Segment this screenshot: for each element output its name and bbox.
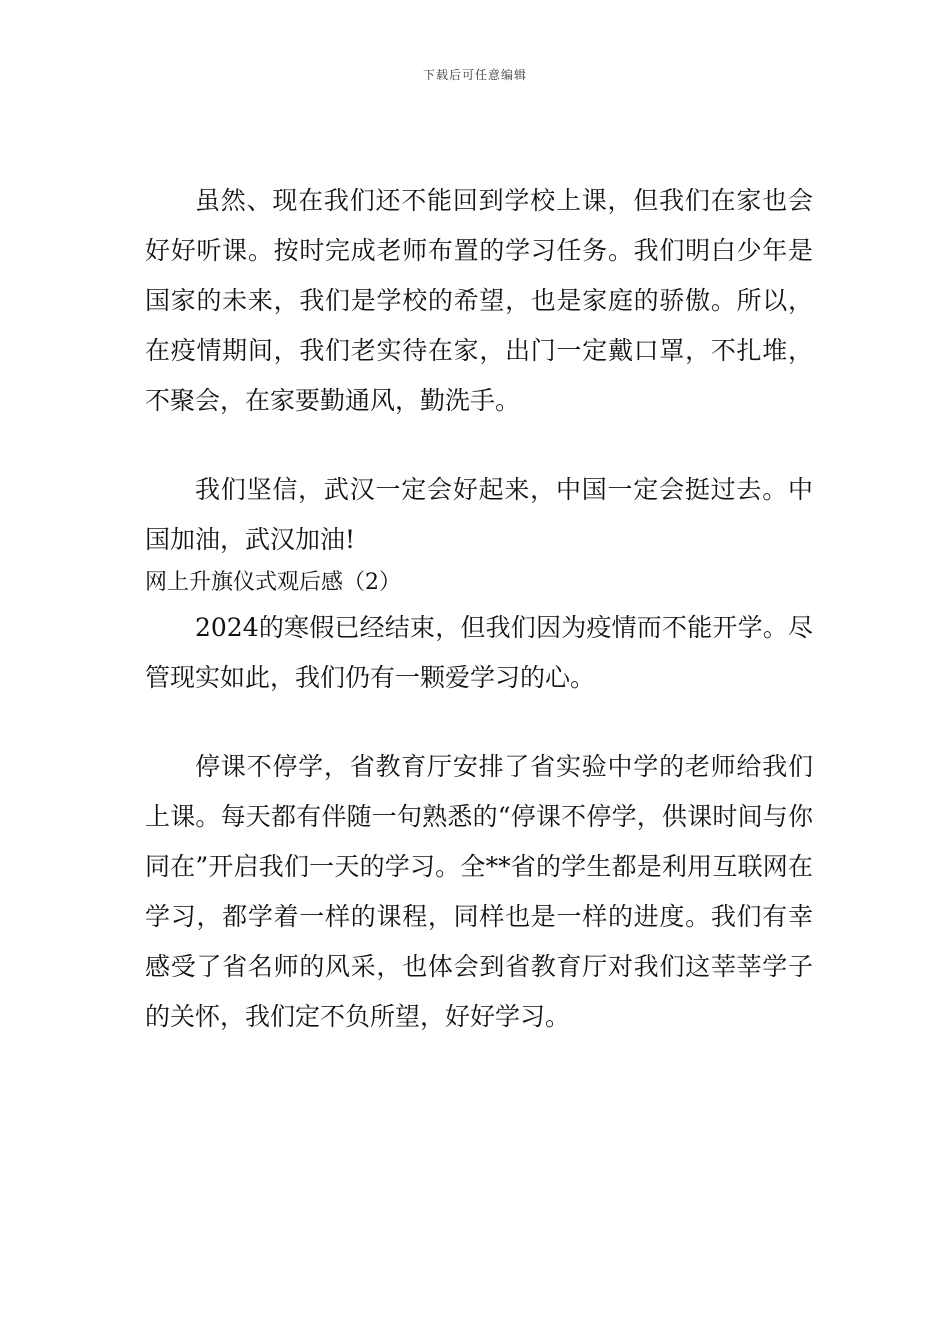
- paragraph-2: 我们坚信，武汉一定会好起来，中国一定会挺过去。中国加油，武汉加油!: [145, 475, 813, 554]
- section-paragraph-1: 2024的寒假已经结束，但我们因为疫情而不能开学。尽管现实如此，我们仍有一颗爱学习的心。: [145, 613, 813, 692]
- paragraph-1: 虽然、现在我们还不能回到学校上课，但我们在家也会好好听课。按时完成老师布置的学习任务。我们明白少年是国家的未来，我们是学校的希望，也是家庭的骄傲。所以，在疫情期间，我们老实待在家，出门一定戴口罩，不扎堆，不聚会，在家要勤通风，勤洗手。: [145, 186, 813, 415]
- page-header: 下载后可任意编辑: [422, 68, 527, 82]
- section-paragraph-2: 停课不停学，省教育厅安排了省实验中学的老师给我们上课。每天都有伴随一句熟悉的“停课不停学，供课时间与你同在”开启我们一天的学习。全**省的学生都是利用互联网在学习，都学着一样的课程，同样也是一样的进度。我们有幸感受了省名师的风采，也体会到省教育厅对我们这莘莘学子的关怀，我们定不负所望，好好学习。: [145, 752, 813, 1031]
- section-title: 网上升旗仪式观后感（2）: [145, 570, 401, 595]
- document-body: [145, 176, 813, 1042]
